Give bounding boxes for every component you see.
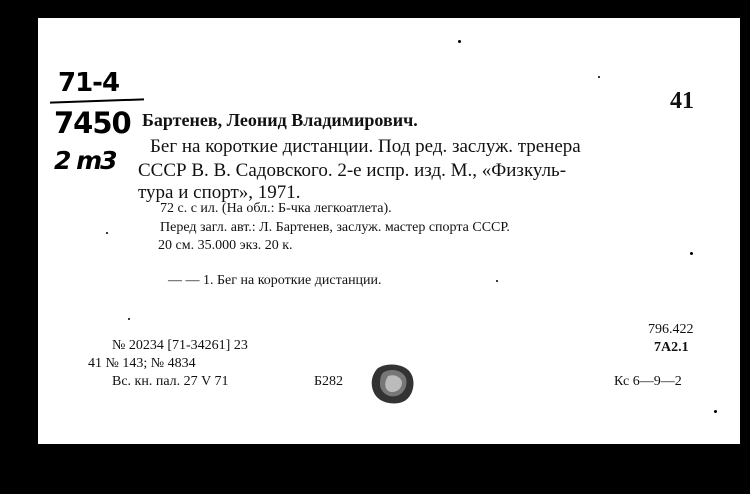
chamber-record: Вс. кн. пал. 27 V 71 xyxy=(112,374,229,389)
scan-speck xyxy=(128,318,130,320)
print-code: Б282 xyxy=(314,374,344,389)
title-line-3: тура и спорт», 1971. xyxy=(138,182,301,203)
registration-number: № 20234 [71-34261] 23 xyxy=(112,338,248,353)
author-note: Перед загл. авт.: Л. Бартенев, заслуж. мастер спорта СССР. xyxy=(160,220,510,235)
author-heading: Бартенев, Леонид Владимирович. xyxy=(142,110,418,130)
scan-border-top xyxy=(0,0,750,18)
title-line-1: Бег на короткие дистанции. Под ред. заслуж. тренера xyxy=(150,136,581,157)
subject-heading: — — 1. Бег на короткие дистанции. xyxy=(168,273,382,288)
physical-description: 72 с. с ил. (На обл.: Б-чка легкоатлета). xyxy=(160,201,392,216)
catalog-card xyxy=(38,18,740,444)
scan-speck xyxy=(690,252,693,255)
scan-speck xyxy=(714,410,717,413)
scan-speck xyxy=(598,76,600,78)
handwritten-shelfmark: 71-4 xyxy=(58,68,120,98)
ink-blot-stamp xyxy=(370,362,416,406)
card-number: 41 xyxy=(670,88,694,114)
size-print-run-price: 20 см. 35.000 экз. 20 к. xyxy=(158,238,293,253)
scan-speck xyxy=(106,232,108,234)
handwritten-copies: 2 m3 xyxy=(54,146,116,175)
card-series-numbers: 41 № 143; № 4834 xyxy=(88,356,196,371)
bbk-class: 7А2.1 xyxy=(654,340,689,355)
scan-speck xyxy=(458,40,461,43)
udc-class: 796.422 xyxy=(648,322,694,337)
scan-speck xyxy=(496,280,498,282)
title-line-2: СССР В. В. Садовского. 2-е испр. изд. М., «Физкуль- xyxy=(138,160,567,181)
handwritten-call-number: 7450 xyxy=(54,106,131,140)
handwritten-rule xyxy=(50,98,144,103)
copy-code: Кс 6—9—2 xyxy=(614,374,682,389)
